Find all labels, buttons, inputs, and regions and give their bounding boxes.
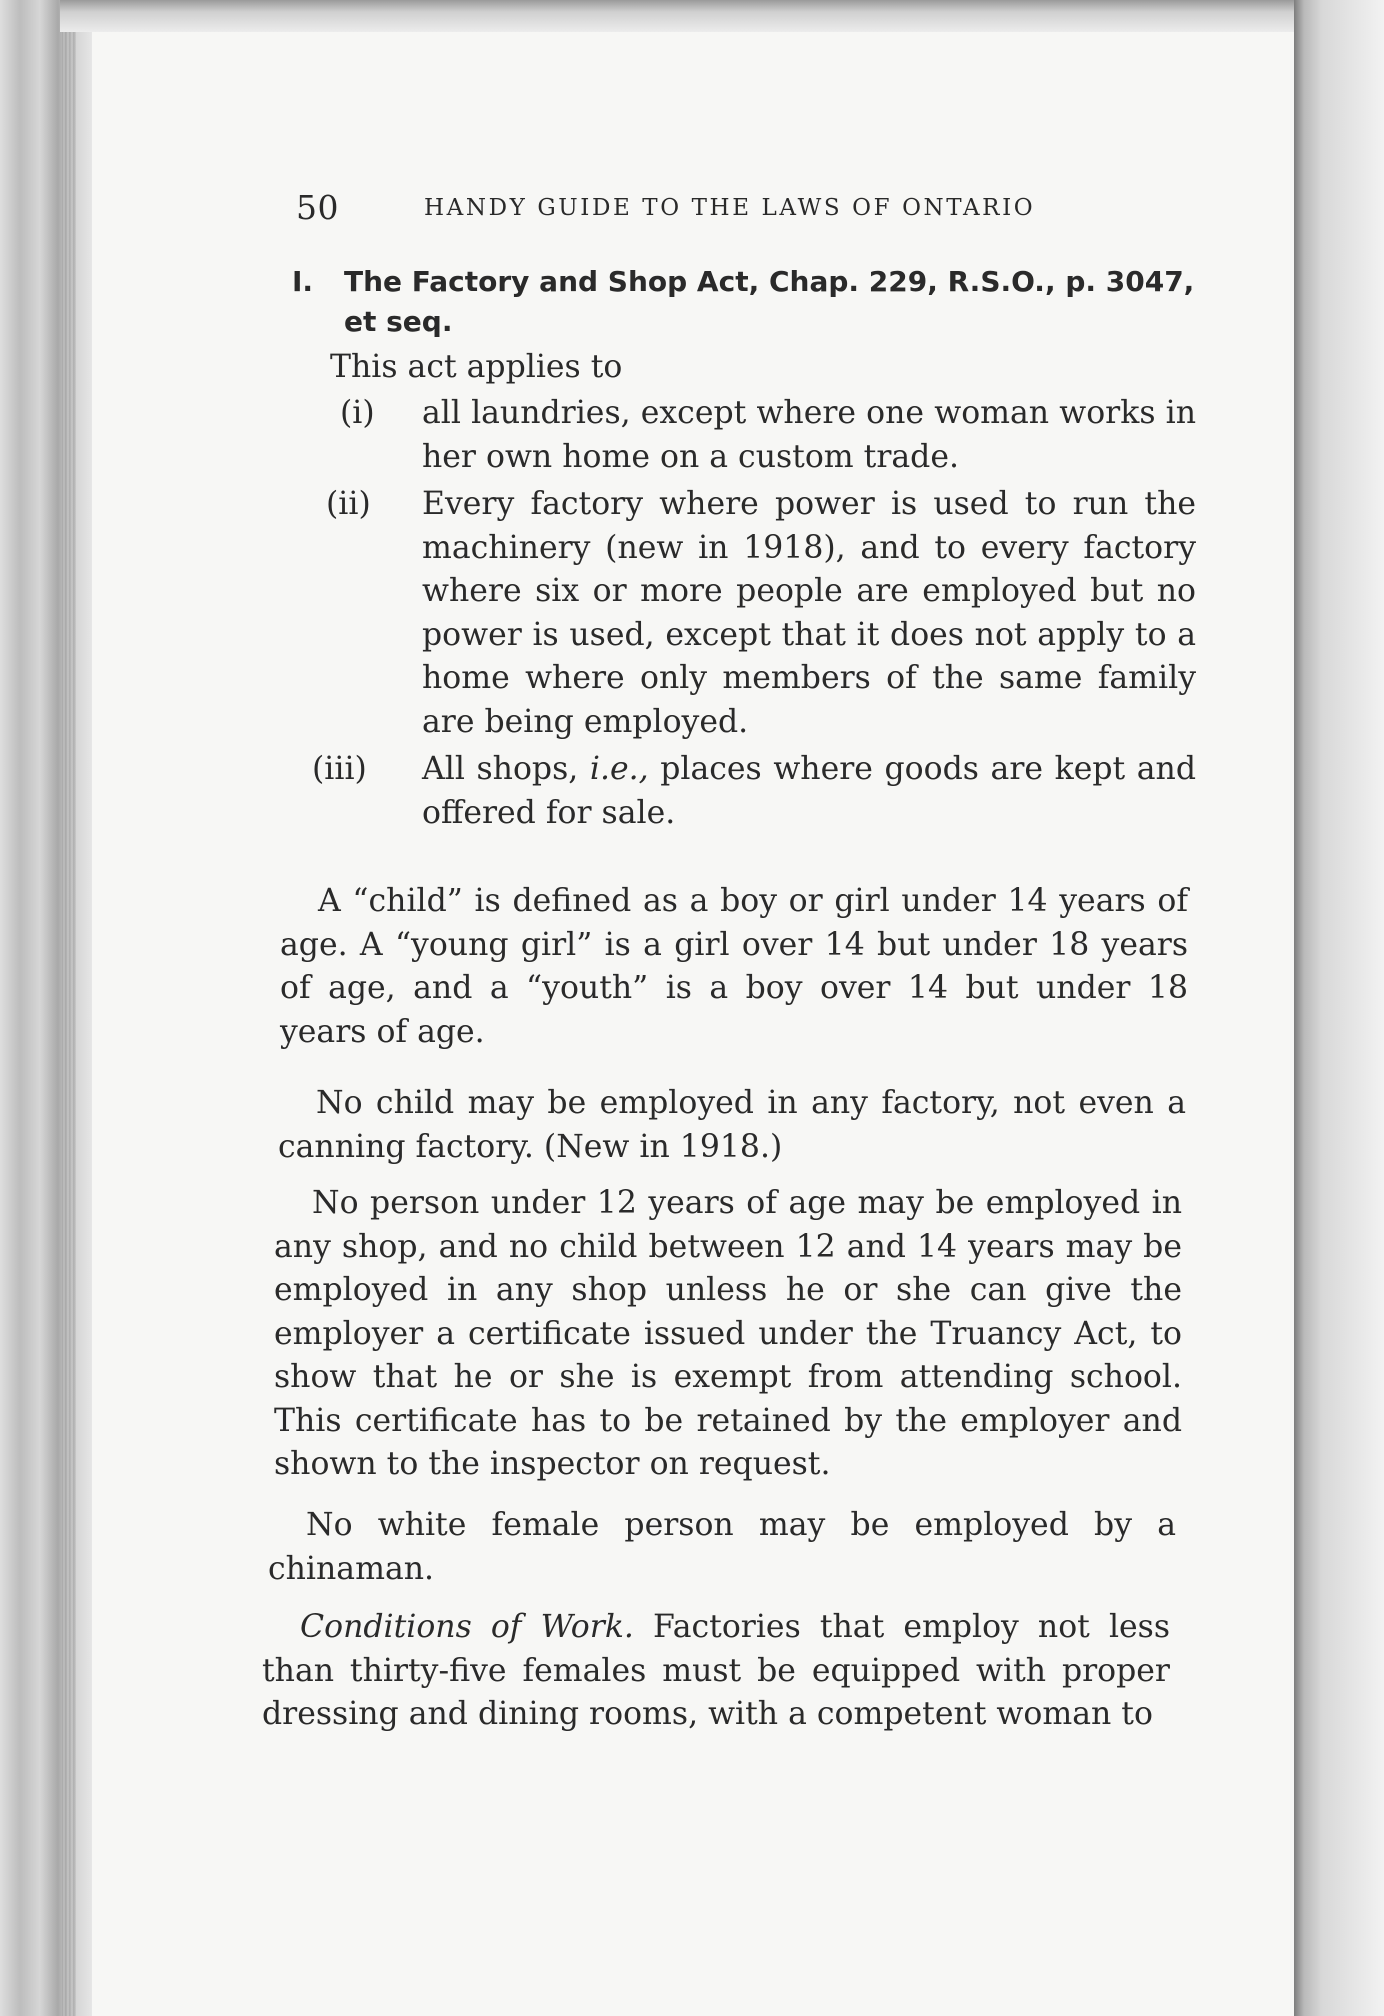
book-page-edges — [0, 0, 92, 2016]
list-marker: (i) — [340, 395, 375, 431]
paragraph-definitions: A “child” is defined as a boy or girl under 14 years of age. A “young girl” is a girl over 14 but under 18 years of age, and a “youth” is a boy over 14 but under 18 years of age. — [280, 883, 1188, 1050]
list-item — [326, 483, 1196, 744]
page-number: 50 — [296, 188, 339, 227]
conditions-heading: Conditions of Work. — [300, 1609, 634, 1645]
book-gutter — [1294, 0, 1384, 2016]
section-number: I. — [292, 265, 314, 298]
paragraph-shop-age: No person under 12 years of age may be employed in any shop, and no child between 12 and 14 years may be employed in any shop unless he or she can give the employer a certificate issued under the Truancy Act, to show that he or she is exempt from attending school. This certificate has to be retained by the employer and shown to the inspector on request. — [274, 1185, 1182, 1482]
section-heading-text: The Factory and Shop Act, Chap. 229, R.S.O., p. 3047, et seq. — [344, 265, 1195, 338]
list-item-text: all laundries, except where one woman works in her own home on a custom trade. — [422, 395, 1196, 475]
list-text-italic: i.e., — [589, 751, 649, 787]
paragraph-white-female: No white female person may be employed by a chinaman. — [268, 1507, 1176, 1587]
scan-top-shadow — [60, 0, 1300, 32]
intro-line: This act applies to — [330, 349, 623, 385]
conditions-text: Factories that employ not less than thirty-five females must be equipped with proper dressing and dining rooms, with a competent woman to — [262, 1609, 1170, 1732]
list-item — [340, 392, 1196, 479]
applies-list — [312, 392, 1197, 839]
list-item — [312, 748, 1197, 835]
section-heading — [292, 262, 1210, 342]
list-text-part: places where goods are kept and offered for sale. — [422, 751, 1197, 831]
paragraph-no-child-factory: No child may be employed in any factory, not even a canning factory. (New in 1918.) — [278, 1085, 1186, 1165]
paragraph-conditions-of-work — [262, 1606, 1170, 1737]
running-title: HANDY GUIDE TO THE LAWS OF ONTARIO — [424, 195, 1036, 221]
list-item-text: Every factory where power is used to run the machinery (new in 1918), and to every factory where six or more people are employed but no power is used, except that it does not apply to a home where only members of the same family are being employed. — [422, 486, 1196, 740]
list-marker: (iii) — [312, 751, 367, 787]
list-text-part: All shops, — [422, 751, 590, 787]
list-item-text — [422, 748, 1196, 835]
list-marker: (ii) — [326, 486, 371, 522]
